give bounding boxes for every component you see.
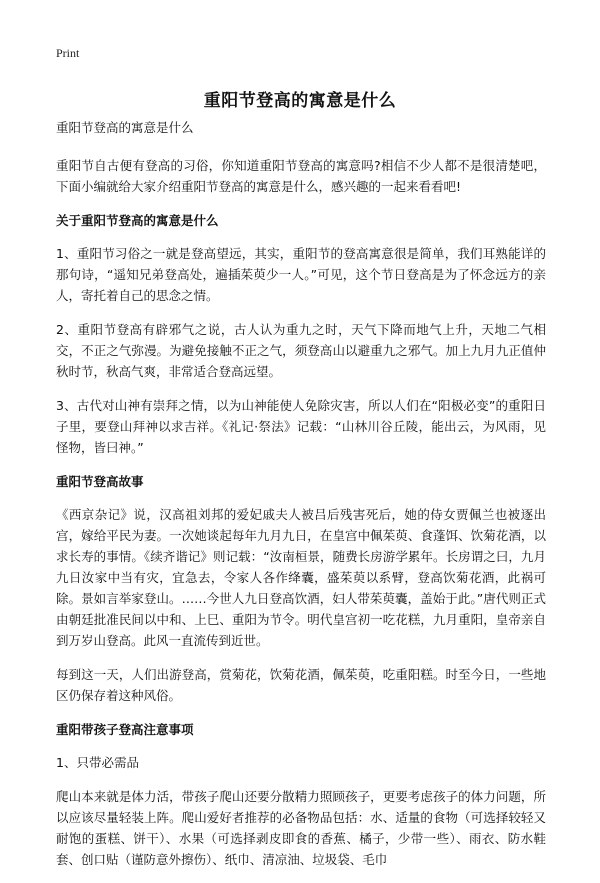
article-body bbox=[56, 117, 546, 883]
list-item: 1、只带必需品 bbox=[56, 755, 139, 770]
paragraph: 2、重阳节登高有辟邪气之说，古人认为重九之时，天气下降而地气上升，天地二气相交，不正之气弥漫。为避免接触不正之气，须登高山以避重九之邪气。加上九月九正值仲秋时节，秋高气爽，非常适合登高远望。 bbox=[56, 322, 546, 379]
print-link[interactable]: Print bbox=[56, 46, 80, 60]
page-title: 重阳节登高的寓意是什么 bbox=[203, 91, 397, 111]
intro-paragraph: 重阳节自古便有登高的习俗，你知道重阳节登高的寓意吗?相信不少人都不是很清楚吧，下面小编就给大家介绍重阳节登高的寓意是什么，感兴趣的一起来看看吧! bbox=[56, 158, 546, 194]
paragraph: 每到这一天，人们出游登高，赏菊花，饮菊花酒，佩茱萸，吃重阳糕。时至今日，一些地区仍保存着这种风俗。 bbox=[56, 667, 546, 703]
section-heading-meaning: 关于重阳节登高的寓意是什么 bbox=[56, 213, 219, 228]
paragraph: 3、古代对山神有崇拜之情，以为山神能使人免除灾害，所以人们在“阳极必变”的重阳日子里，要登山拜神以求吉祥。《礼记·祭法》记载：“山林川谷丘陵，能出云，为风雨，见怪物，皆曰神。” bbox=[56, 398, 546, 455]
paragraph: 1、重阳节习俗之一就是登高望远，其实，重阳节的登高寓意很是简单，我们耳熟能详的那句诗，“遥知兄弟登高处，遍插茱萸少一人。”可见，这个节日登高是为了怀念远方的亲人，寄托着自己的思念之情。 bbox=[56, 246, 546, 303]
section-heading-tips: 重阳带孩子登高注意事项 bbox=[56, 722, 194, 737]
section-heading-story: 重阳节登高故事 bbox=[56, 474, 144, 489]
paragraph: 爬山本来就是体力活，带孩子爬山还要分散精力照顾孩子，更要考虑孩子的体力问题，所以应该尽量轻装上阵。爬山爱好者推荐的必备物品包括：水、适量的食物（可选择较轻又耐饱的蛋糕、饼干）、水果（可选择剥皮即食的香蕉、橘子，少带一些）、雨衣、防水鞋套、创口贴（谨防意外擦伤）、纸巾、清凉油、垃圾袋、毛巾 bbox=[56, 789, 546, 867]
paragraph: 《西京杂记》说，汉高祖刘邦的爱妃戚夫人被吕后残害死后，她的侍女贾佩兰也被逐出宫，嫁给平民为妻。一次她谈起每年九月九日，在皇宫中佩茱萸、食蓬饵、饮菊花酒，以求长寿的事情。《续齐谐记》则记载：“汝南桓景，随费长房游学累年。长房谓之曰，九月九日汝家中当有灾，宜急去，令家人各作绛囊，盛茱萸以系臂，登高饮菊花酒，此祸可除。景如言举家登山。……今世人九日登高饮酒，妇人带茱萸囊，盖始于此。”唐代则正式由朝廷批准民间以中和、上巳、重阳为节令。明代皇宫初一吃花糕，九月重阳，皇帝亲自到万岁山登高。此风一直流传到近世。 bbox=[56, 507, 546, 648]
article-subtitle: 重阳节登高的寓意是什么 bbox=[56, 120, 194, 135]
